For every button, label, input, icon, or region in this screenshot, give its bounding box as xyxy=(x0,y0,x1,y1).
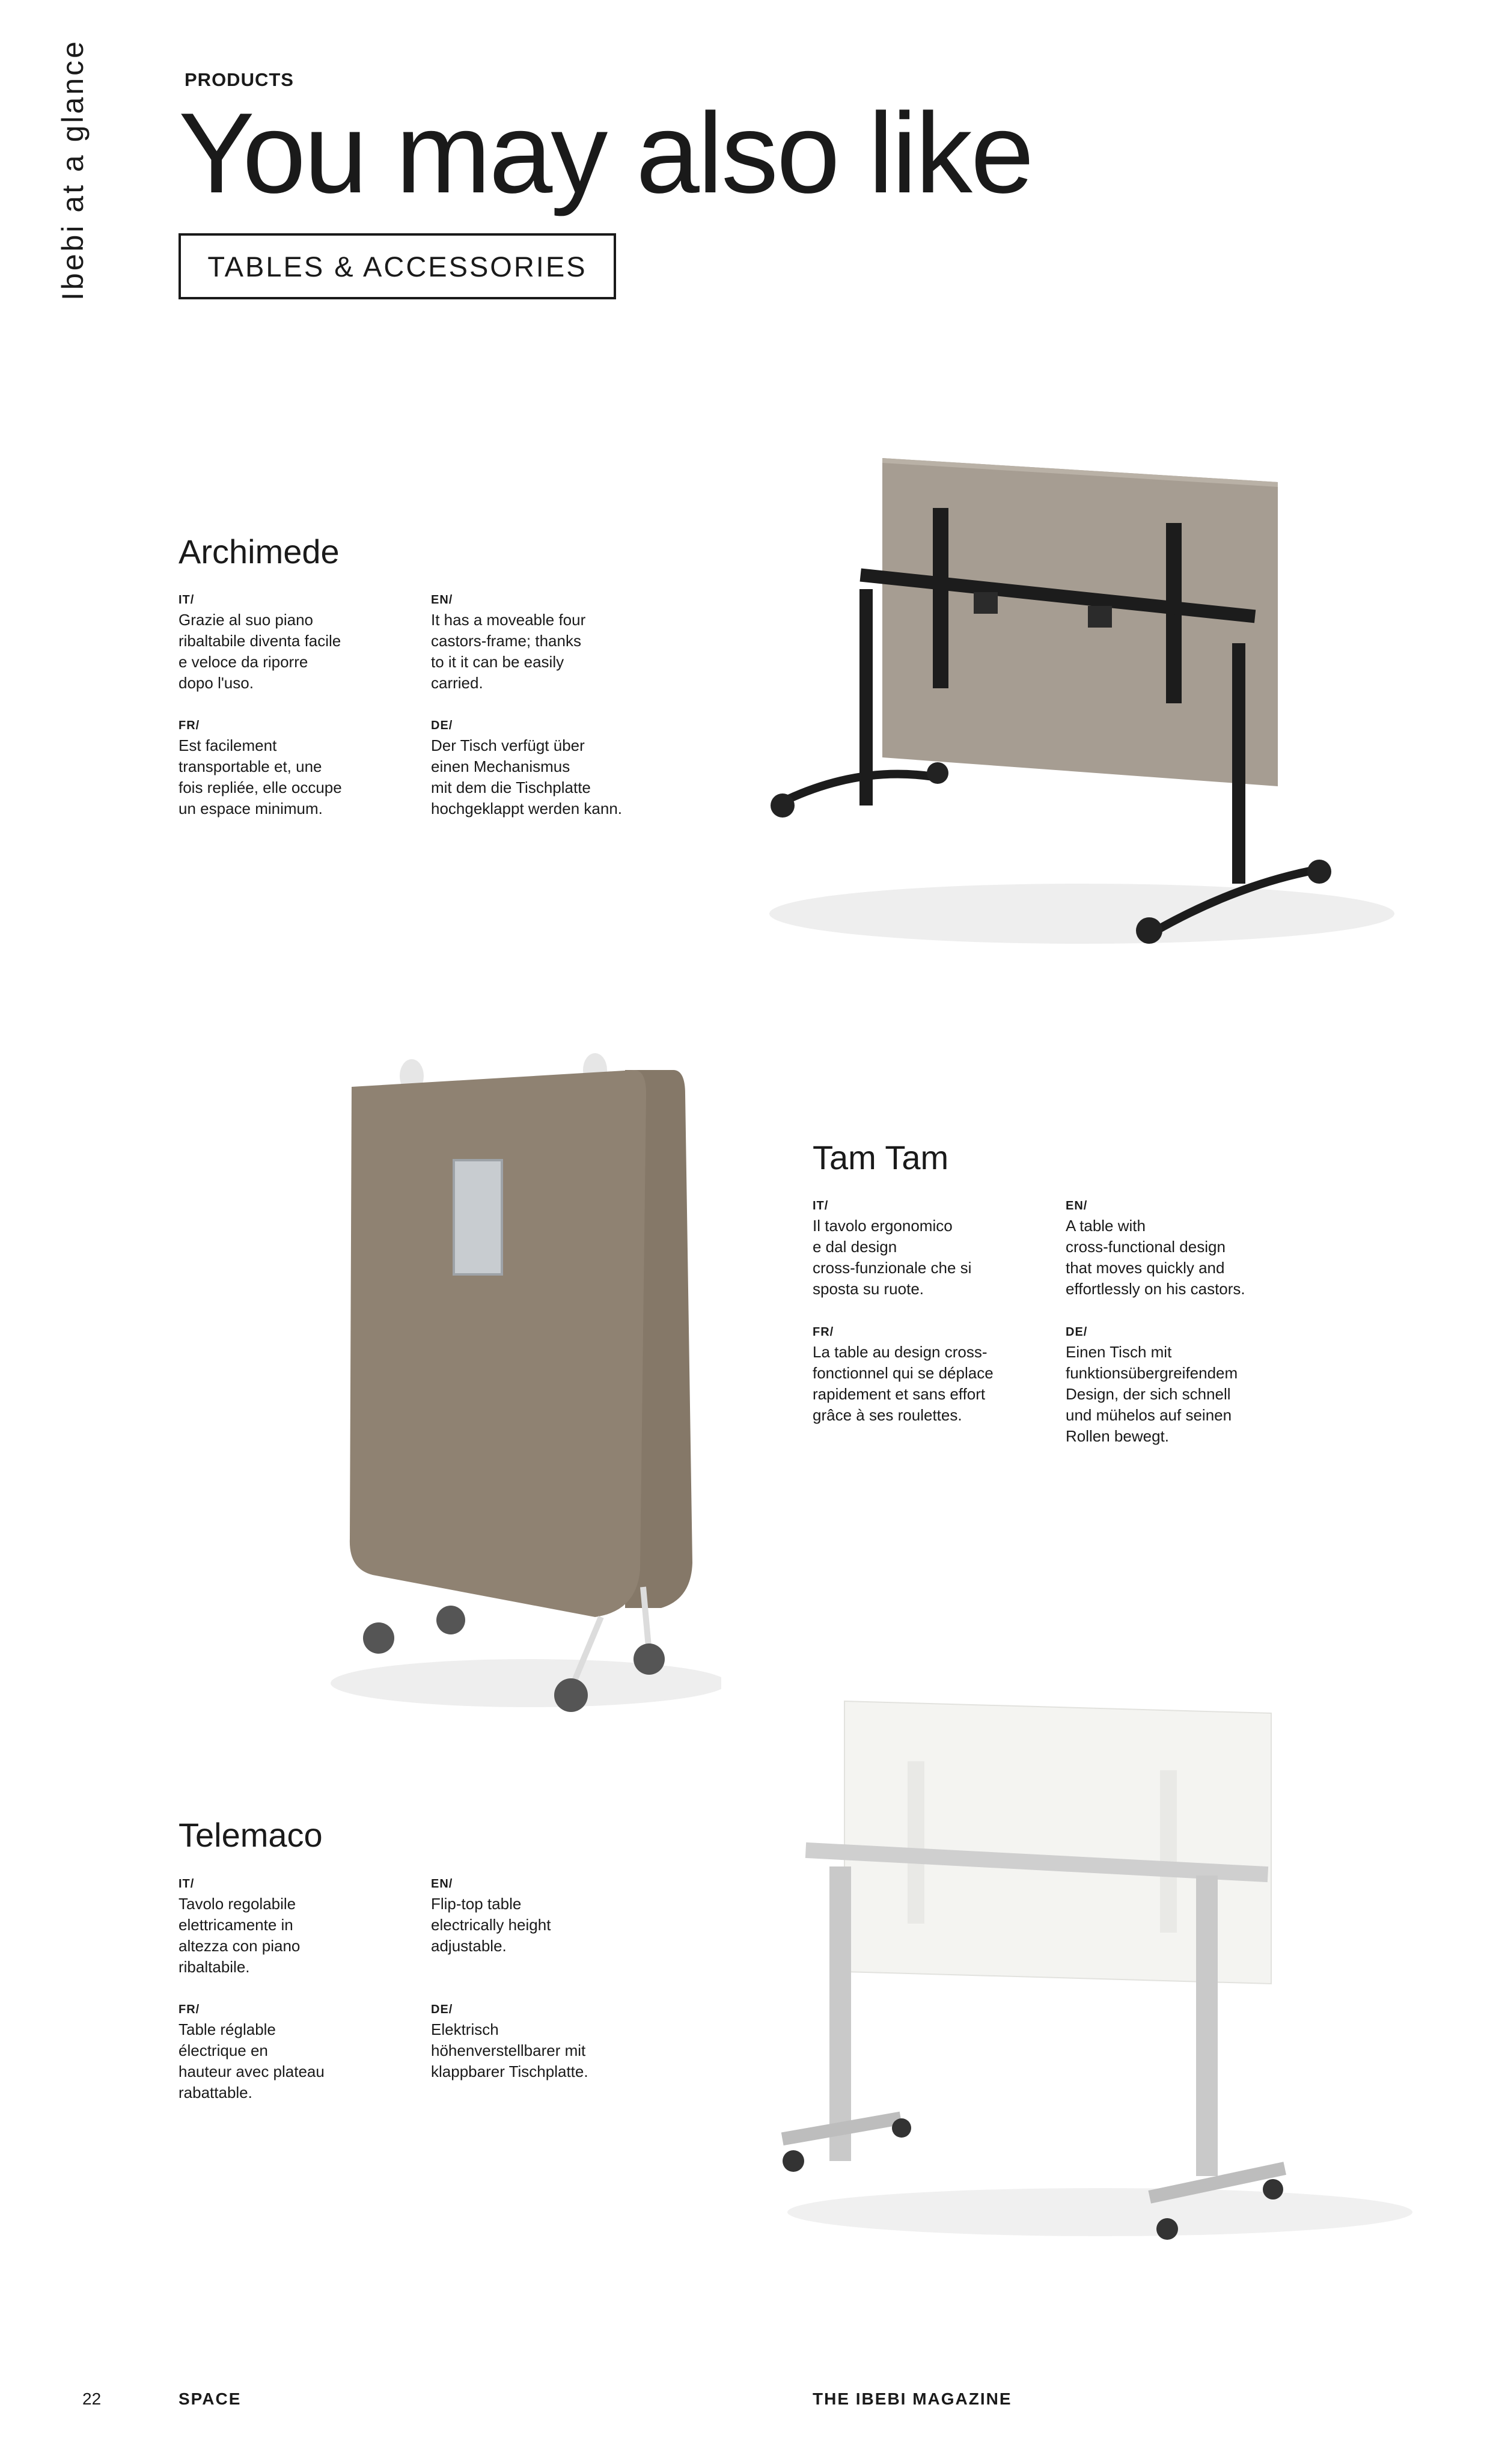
page-title: You may also like xyxy=(179,90,1033,217)
lang-label-de: DE/ xyxy=(1066,1325,1088,1339)
tamtam-table-image xyxy=(313,1046,721,1737)
lang-label-it: IT/ xyxy=(813,1199,829,1212)
tamtam-en-text: A table with cross-functional design that moves quickly and effortlessly on his castors. xyxy=(1066,1217,1245,1298)
lang-label-fr: FR/ xyxy=(179,719,200,732)
lang-label-en: EN/ xyxy=(431,593,453,607)
archimede-table-image xyxy=(745,445,1406,998)
telemaco-de-text: Elektrisch höhenverstellbarer mit klappbarer Tischplatte. xyxy=(431,2020,588,2080)
tamtam-fr xyxy=(813,1322,1041,1426)
product-title-tamtam: Tam Tam xyxy=(813,1139,949,1176)
archimede-en-text: It has a moveable four castors-frame; thanks to it it can be easily carried. xyxy=(431,611,586,692)
sidebar-label: Ibebi at a glance xyxy=(56,39,90,301)
lang-label-de: DE/ xyxy=(431,2003,453,2016)
tamtam-it-text: Il tavolo ergonomico e dal design cross-funzionale che si sposta su ruote. xyxy=(813,1217,972,1298)
footer-magazine: THE IBEBI MAGAZINE xyxy=(813,2389,1012,2408)
tamtam-de xyxy=(1066,1322,1306,1447)
category-tag: TABLES & ACCESSORIES xyxy=(179,233,616,299)
archimede-it xyxy=(179,590,395,694)
telemaco-table-image xyxy=(763,1695,1424,2248)
telemaco-it-text: Tavolo regolabile elettricamente in altezza con piano ribaltabile. xyxy=(179,1895,301,1976)
tamtam-en xyxy=(1066,1196,1306,1300)
archimede-fr xyxy=(179,716,395,819)
page-number: 22 xyxy=(82,2389,102,2408)
product-title-telemaco: Telemaco xyxy=(179,1816,323,1854)
tamtam-de-text: Einen Tisch mit funktionsübergreifendem Design, der sich schnell und mühelos auf seinen Rollen bewegt. xyxy=(1066,1343,1238,1445)
tamtam-fr-text: La table au design cross- fonctionnel qui se déplace rapidement et sans effort grâce à ses roulettes. xyxy=(813,1343,994,1424)
footer-section: SPACE xyxy=(179,2389,242,2408)
telemaco-de xyxy=(431,2000,647,2082)
lang-label-it: IT/ xyxy=(179,593,195,607)
telemaco-fr xyxy=(179,2000,395,2103)
archimede-en xyxy=(431,590,647,694)
lang-label-fr: FR/ xyxy=(813,1325,834,1339)
telemaco-en xyxy=(431,1874,647,1957)
lang-label-en: EN/ xyxy=(1066,1199,1088,1212)
tamtam-it xyxy=(813,1196,1029,1300)
telemaco-en-text: Flip-top table electrically height adjustable. xyxy=(431,1895,551,1955)
lang-label-it: IT/ xyxy=(179,1877,195,1891)
lang-label-fr: FR/ xyxy=(179,2003,200,2016)
lang-label-de: DE/ xyxy=(431,719,453,732)
lang-label-en: EN/ xyxy=(431,1877,453,1891)
archimede-it-text: Grazie al suo piano ribaltabile diventa facile e veloce da riporre dopo l'uso. xyxy=(179,611,341,692)
archimede-fr-text: Est facilement transportable et, une fois repliée, elle occupe un espace minimum. xyxy=(179,736,342,818)
product-title-archimede: Archimede xyxy=(179,533,340,570)
telemaco-it xyxy=(179,1874,395,1978)
archimede-de-text: Der Tisch verfügt über einen Mechanismus mit dem die Tischplatte hochgeklappt werden kann. xyxy=(431,736,623,818)
archimede-de xyxy=(431,716,683,819)
section-label: PRODUCTS xyxy=(185,69,294,90)
telemaco-fr-text: Table réglable électrique en hauteur avec plateau rabattable. xyxy=(179,2020,325,2102)
